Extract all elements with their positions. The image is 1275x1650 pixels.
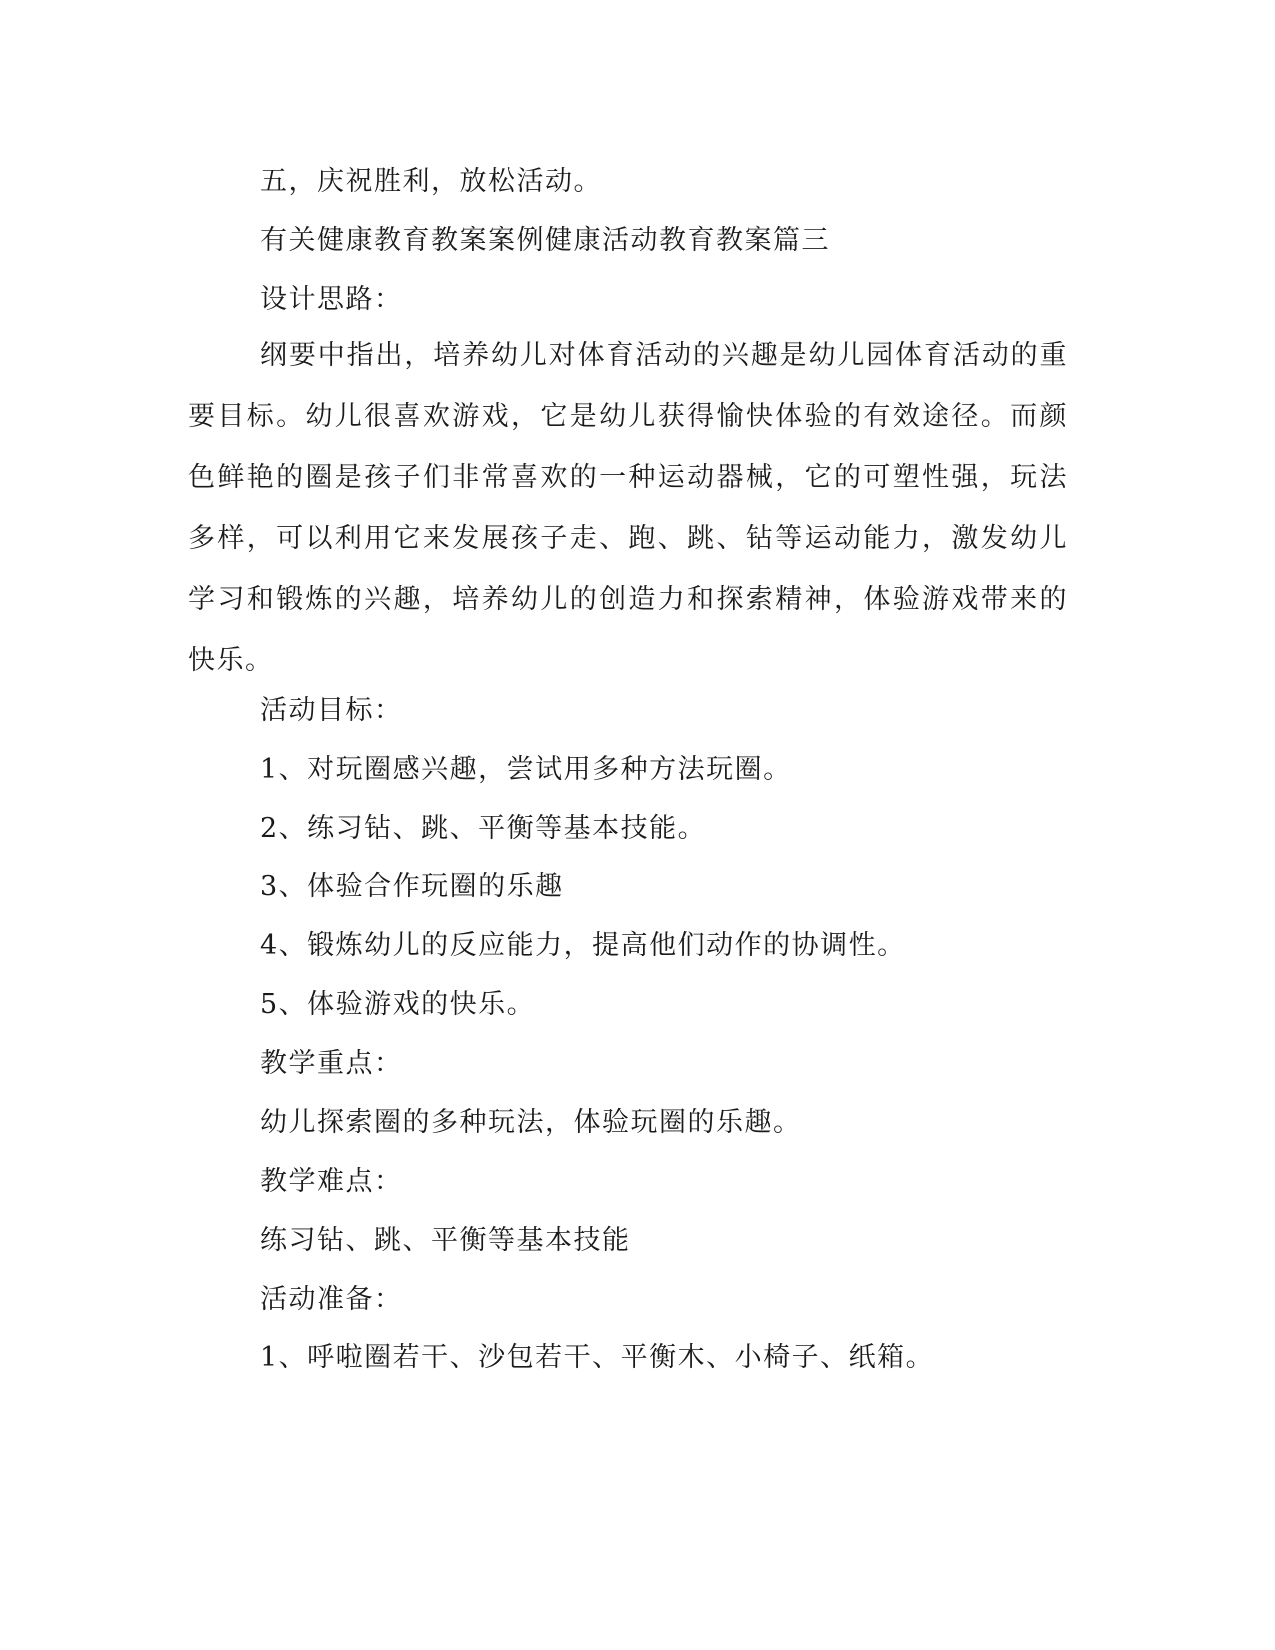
goal-item-5: 5、体验游戏的快乐。	[260, 989, 536, 1020]
design-paragraph: 纲要中指出，培养幼儿对体育活动的兴趣是幼儿园体育活动的重要目标。幼儿很喜欢游戏，它是幼儿获得愉快体验的有效途径。而颜色鲜艳的圈是孩子们非常喜欢的一种运动器械，它的可塑性强，玩法多样，可以利用它来发展孩子走、跑、跳、钻等运动能力，激发幼儿学习和锻炼的兴趣，培养幼儿的创造力和探索精神，体验游戏带来的快乐。	[188, 340, 1068, 676]
preparation-item-1: 1、呼啦圈若干、沙包若干、平衡木、小椅子、纸箱。	[260, 1342, 935, 1373]
goal-item-2: 2、练习钻、跳、平衡等基本技能。	[260, 813, 707, 844]
difficulty-heading: 教学难点：	[260, 1166, 403, 1197]
difficulty-text: 练习钻、跳、平衡等基本技能	[260, 1225, 631, 1256]
goal-item-3: 3、体验合作玩圈的乐趣	[260, 871, 564, 902]
goals-heading: 活动目标：	[260, 695, 403, 726]
section-five-line: 五，庆祝胜利，放松活动。	[260, 166, 602, 197]
article-title: 有关健康教育教案案例健康活动教育教案篇三	[260, 225, 830, 256]
goal-item-4: 4、锻炼幼儿的反应能力，提高他们动作的协调性。	[260, 930, 906, 961]
goal-item-1: 1、对玩圈感兴趣，尝试用多种方法玩圈。	[260, 754, 792, 785]
design-heading: 设计思路：	[260, 284, 403, 315]
key-points-text: 幼儿探索圈的多种玩法，体验玩圈的乐趣。	[260, 1107, 802, 1138]
preparation-heading: 活动准备：	[260, 1284, 403, 1315]
key-points-heading: 教学重点：	[260, 1048, 403, 1079]
